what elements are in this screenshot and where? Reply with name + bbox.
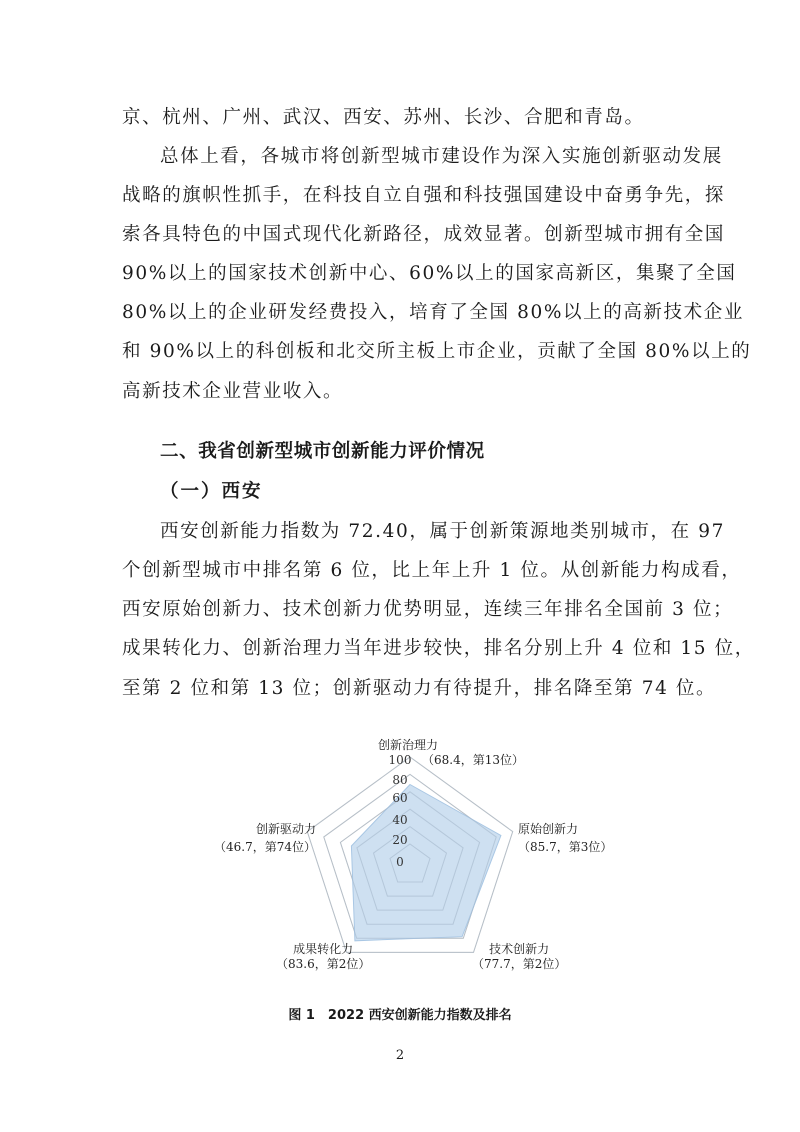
paragraph-line: 个创新型城市中排名第 6 位，比上年上升 1 位。从创新能力构成看，: [122, 560, 742, 581]
paragraph-line: 战略的旗帜性抓手，在科技自立自强和科技强国建设中奋勇争先，探: [122, 185, 726, 206]
paragraph-line: 和 90%以上的科创板和北交所主板上市企业，贡献了全国 80%以上的: [122, 341, 752, 362]
axis-label-innovation-drive: 创新驱动力 （46.7，第74位）: [214, 822, 316, 854]
axis-label-tech-innovation: 技术创新力 （77.7，第2位）: [472, 942, 567, 971]
paragraph-line: 90%以上的国家技术创新中心、60%以上的国家高新区，集聚了全国: [122, 263, 737, 284]
tick-label: 40: [392, 813, 408, 827]
axis-label-achievement-transformation: 成果转化力 （83.6，第2位）: [276, 942, 371, 971]
tick-label: 0: [396, 855, 404, 869]
axis-value-innovation-governance: （68.4，第13位）: [422, 753, 524, 767]
tick-label: 20: [392, 833, 408, 847]
radar-chart: [200, 730, 620, 990]
figure-caption: 图 1 2022 西安创新能力指数及排名: [288, 1008, 512, 1023]
paragraph-line: 总体上看，各城市将创新型城市建设作为深入实施创新驱动发展: [160, 146, 723, 167]
paragraph-line: 成果转化力、创新治理力当年进步较快，排名分别上升 4 位和 15 位，: [122, 638, 755, 659]
paragraph-line: 京、杭州、广州、武汉、西安、苏州、长沙、合肥和青岛。: [122, 107, 645, 128]
section-heading: 二、我省创新型城市创新能力评价情况: [160, 441, 485, 462]
paragraph-line: 至第 2 位和第 13 位；创新驱动力有待提升，排名降至第 74 位。: [122, 678, 717, 699]
axis-label-innovation-governance: 创新治理力: [378, 738, 439, 752]
tick-label: 80: [392, 773, 408, 787]
paragraph-line: 西安原始创新力、技术创新力优势明显，连续三年排名全国前 3 位；: [122, 599, 734, 620]
axis-label-original-innovation: 原始创新力 （85.7，第3位）: [518, 822, 613, 854]
paragraph-line: 索各具特色的中国式现代化新路径，成效显著。创新型城市拥有全国: [122, 224, 726, 245]
tick-label: 60: [392, 791, 408, 805]
paragraph-line: 西安创新能力指数为 72.40，属于创新策源地类别城市，在 97: [160, 521, 725, 542]
subsection-heading: （一）西安: [160, 481, 263, 502]
tick-label: 100: [388, 753, 412, 767]
paragraph-line: 80%以上的企业研发经费投入，培育了全国 80%以上的高新技术企业: [122, 302, 744, 323]
data-series-polygon: [351, 785, 501, 941]
paragraph-line: 高新技术企业营业收入。: [122, 381, 344, 402]
page-number: 2: [395, 1048, 405, 1063]
